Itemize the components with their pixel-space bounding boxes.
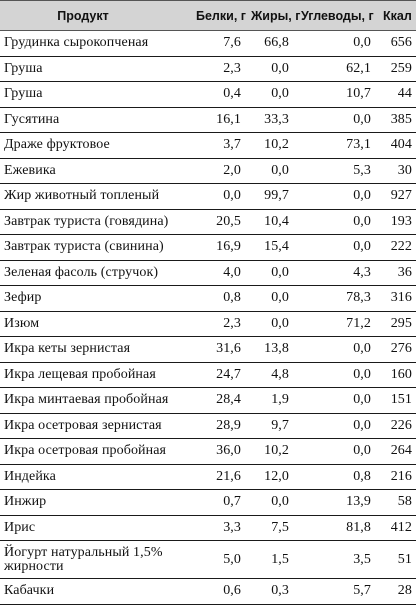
product-name-cell: Завтрак туриста (свинина) (0, 235, 192, 261)
fat-cell: 13,8 (247, 337, 297, 363)
product-name-cell: Груша (0, 56, 192, 82)
product-name-cell: Икра осетровая пробойная (0, 439, 192, 465)
fat-cell: 15,4 (247, 235, 297, 261)
carbs-cell: 3,5 (297, 541, 379, 579)
table-row (0, 541, 416, 579)
column-header-protein: Белки, г (192, 1, 247, 31)
table-row (0, 579, 416, 605)
product-name-cell: Индейка (0, 464, 192, 490)
table-row (0, 311, 416, 337)
kcal-cell: 264 (379, 439, 416, 465)
kcal-cell: 44 (379, 82, 416, 108)
table-row (0, 286, 416, 312)
column-header-fat: Жиры, г (247, 1, 297, 31)
table-row (0, 235, 416, 261)
carbs-cell: 13,9 (297, 490, 379, 516)
carbs-cell: 0,0 (297, 31, 379, 57)
carbs-cell: 0,8 (297, 464, 379, 490)
kcal-cell: 295 (379, 311, 416, 337)
kcal-cell: 222 (379, 235, 416, 261)
kcal-cell: 656 (379, 31, 416, 57)
fat-cell: 7,5 (247, 515, 297, 541)
protein-cell: 2,3 (192, 56, 247, 82)
table-row (0, 439, 416, 465)
carbs-cell: 0,0 (297, 235, 379, 261)
protein-cell: 0,8 (192, 286, 247, 312)
fat-cell: 0,0 (247, 56, 297, 82)
fat-cell: 1,9 (247, 388, 297, 414)
kcal-cell: 160 (379, 362, 416, 388)
table-row (0, 260, 416, 286)
table-row (0, 388, 416, 414)
product-name-cell: Инжир (0, 490, 192, 516)
fat-cell: 9,7 (247, 413, 297, 439)
carbs-cell: 0,0 (297, 337, 379, 363)
protein-cell: 3,7 (192, 133, 247, 159)
table-body (0, 31, 416, 605)
product-name-cell: Икра минтаевая пробойная (0, 388, 192, 414)
kcal-cell: 385 (379, 107, 416, 133)
protein-cell: 0,0 (192, 184, 247, 210)
protein-cell: 5,0 (192, 541, 247, 579)
table-row (0, 133, 416, 159)
protein-cell: 3,3 (192, 515, 247, 541)
carbs-cell: 0,0 (297, 413, 379, 439)
fat-cell: 0,0 (247, 286, 297, 312)
product-name-cell: Грудинка сырокопченая (0, 31, 192, 57)
fat-cell: 1,5 (247, 541, 297, 579)
kcal-cell: 259 (379, 56, 416, 82)
kcal-cell: 276 (379, 337, 416, 363)
fat-cell: 0,0 (247, 490, 297, 516)
product-name-cell: Кабачки (0, 579, 192, 605)
fat-cell: 33,3 (247, 107, 297, 133)
carbs-cell: 0,0 (297, 107, 379, 133)
protein-cell: 20,5 (192, 209, 247, 235)
table-row (0, 56, 416, 82)
column-header-product: Продукт (0, 1, 192, 31)
product-name-cell: Драже фруктовое (0, 133, 192, 159)
table-header (0, 1, 416, 31)
protein-cell: 31,6 (192, 337, 247, 363)
kcal-cell: 28 (379, 579, 416, 605)
product-name-cell: Завтрак туриста (говядина) (0, 209, 192, 235)
kcal-cell: 927 (379, 184, 416, 210)
table-row (0, 413, 416, 439)
fat-cell: 0,0 (247, 311, 297, 337)
protein-cell: 2,0 (192, 158, 247, 184)
table-row (0, 209, 416, 235)
product-name-cell: Груша (0, 82, 192, 108)
carbs-cell: 71,2 (297, 311, 379, 337)
fat-cell: 10,2 (247, 439, 297, 465)
fat-cell: 4,8 (247, 362, 297, 388)
protein-cell: 7,6 (192, 31, 247, 57)
kcal-cell: 216 (379, 464, 416, 490)
product-name-cell: Зеленая фасоль (стручок) (0, 260, 192, 286)
table-row (0, 107, 416, 133)
table-row (0, 31, 416, 57)
table-row (0, 158, 416, 184)
kcal-cell: 404 (379, 133, 416, 159)
product-name-cell: Йогурт натуральный 1,5% жирности (0, 541, 192, 579)
protein-cell: 36,0 (192, 439, 247, 465)
product-name-cell: Ирис (0, 515, 192, 541)
kcal-cell: 226 (379, 413, 416, 439)
product-name-cell: Жир животный топленый (0, 184, 192, 210)
carbs-cell: 78,3 (297, 286, 379, 312)
fat-cell: 0,3 (247, 579, 297, 605)
fat-cell: 10,4 (247, 209, 297, 235)
product-name-cell: Икра осетровая зернистая (0, 413, 192, 439)
carbs-cell: 62,1 (297, 56, 379, 82)
table-row (0, 337, 416, 363)
carbs-cell: 73,1 (297, 133, 379, 159)
product-name-cell: Гусятина (0, 107, 192, 133)
kcal-cell: 412 (379, 515, 416, 541)
column-header-carbs: Углеводы, г (297, 1, 379, 31)
carbs-cell: 0,0 (297, 184, 379, 210)
header-row (0, 1, 416, 31)
protein-cell: 0,7 (192, 490, 247, 516)
product-name-cell: Икра лещевая пробойная (0, 362, 192, 388)
protein-cell: 28,4 (192, 388, 247, 414)
table-row (0, 490, 416, 516)
kcal-cell: 36 (379, 260, 416, 286)
carbs-cell: 4,3 (297, 260, 379, 286)
fat-cell: 0,0 (247, 158, 297, 184)
table-row (0, 464, 416, 490)
table-row (0, 82, 416, 108)
protein-cell: 16,9 (192, 235, 247, 261)
fat-cell: 10,2 (247, 133, 297, 159)
column-header-kcal: Ккал (379, 1, 416, 31)
fat-cell: 0,0 (247, 82, 297, 108)
product-name-cell: Икра кеты зернистая (0, 337, 192, 363)
protein-cell: 28,9 (192, 413, 247, 439)
carbs-cell: 0,0 (297, 388, 379, 414)
carbs-cell: 10,7 (297, 82, 379, 108)
kcal-cell: 51 (379, 541, 416, 579)
fat-cell: 66,8 (247, 31, 297, 57)
product-name-cell: Ежевика (0, 158, 192, 184)
table-row (0, 184, 416, 210)
kcal-cell: 151 (379, 388, 416, 414)
protein-cell: 24,7 (192, 362, 247, 388)
product-name-cell: Зефир (0, 286, 192, 312)
table-row (0, 362, 416, 388)
carbs-cell: 5,7 (297, 579, 379, 605)
protein-cell: 4,0 (192, 260, 247, 286)
fat-cell: 12,0 (247, 464, 297, 490)
kcal-cell: 316 (379, 286, 416, 312)
carbs-cell: 0,0 (297, 439, 379, 465)
kcal-cell: 58 (379, 490, 416, 516)
fat-cell: 0,0 (247, 260, 297, 286)
fat-cell: 99,7 (247, 184, 297, 210)
protein-cell: 0,4 (192, 82, 247, 108)
kcal-cell: 30 (379, 158, 416, 184)
product-name-cell: Изюм (0, 311, 192, 337)
table-row (0, 515, 416, 541)
carbs-cell: 5,3 (297, 158, 379, 184)
protein-cell: 21,6 (192, 464, 247, 490)
carbs-cell: 0,0 (297, 362, 379, 388)
carbs-cell: 0,0 (297, 209, 379, 235)
protein-cell: 2,3 (192, 311, 247, 337)
protein-cell: 16,1 (192, 107, 247, 133)
protein-cell: 0,6 (192, 579, 247, 605)
carbs-cell: 81,8 (297, 515, 379, 541)
kcal-cell: 193 (379, 209, 416, 235)
